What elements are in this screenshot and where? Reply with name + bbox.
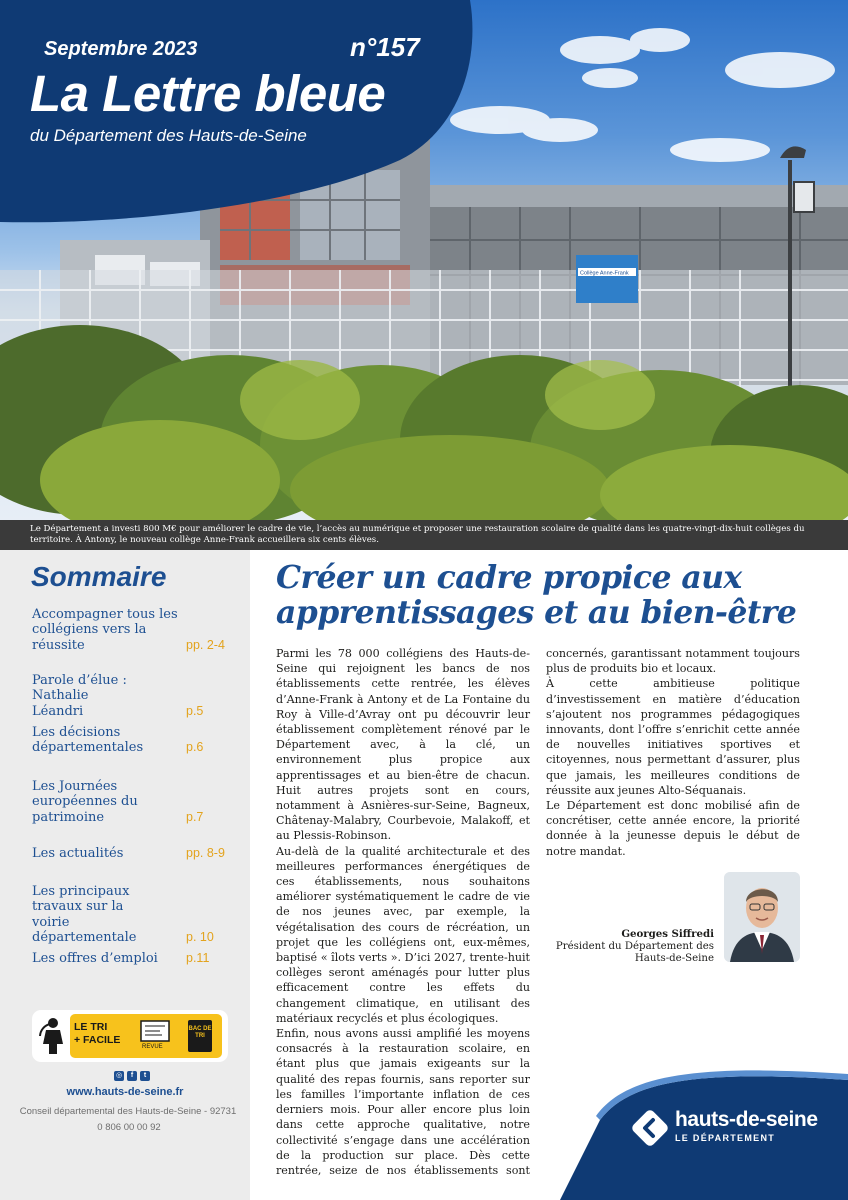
recycling-person-icon xyxy=(36,1016,70,1056)
tri-line2: + FACILE xyxy=(74,1034,121,1046)
logo-name: hauts-de-seine xyxy=(675,1108,818,1131)
tri-facile-badge xyxy=(32,1010,228,1062)
sommaire-item-page: pp. 2-4 xyxy=(186,637,225,652)
website-link[interactable]: www.hauts-de-seine.fr xyxy=(66,1086,184,1098)
hauts-de-seine-logo xyxy=(675,1108,818,1143)
contact-address: Conseil départemental des Hauts-de-Seine - 92731 xyxy=(19,1106,237,1117)
signature-name: Georges Siffredi xyxy=(621,928,714,940)
facebook-icon[interactable]: f xyxy=(127,1071,137,1081)
sommaire-item[interactable] xyxy=(32,607,227,653)
article-paragraph: concernés, garantissant notamment toujours plus de produits bio et locaux. xyxy=(546,647,800,676)
signature-role: Président du Département des Hauts-de-Seine xyxy=(555,941,714,964)
sommaire-item-label: Les principaux travaux sur la voirie départementale xyxy=(32,884,137,945)
sommaire-item-page: p.5 xyxy=(186,703,204,718)
sommaire-item[interactable] xyxy=(32,725,227,756)
editorial-headline xyxy=(276,560,796,630)
newsletter-subtitle: du Département des Hauts-de-Seine xyxy=(30,126,307,145)
tri-revue-label: REVUE xyxy=(142,1044,163,1050)
sommaire-item[interactable] xyxy=(32,846,227,861)
sommaire-item-label: Les décisions départementales xyxy=(32,725,144,756)
hauts-de-seine-logo-icon xyxy=(630,1108,670,1148)
sommaire-item-label: Les actualités xyxy=(32,846,124,861)
instagram-icon[interactable]: ◎ xyxy=(115,1072,123,1079)
social-links xyxy=(114,1071,150,1081)
author-portrait xyxy=(724,872,800,962)
article-paragraph: Le Département est donc mobilisé afin de concrétiser, cette année encore, la priorité donnée à la jeunesse depuis le début de notre mandat. xyxy=(546,799,800,858)
building-sign-text: Collège Anne-Frank xyxy=(580,270,629,277)
sommaire-item-label: Parole d’élue : Nathalie Léandri xyxy=(32,673,127,719)
newsletter-title: La Lettre bleue xyxy=(30,65,386,122)
article-paragraph: À cette ambitieuse politique d’investissement en matière d’éducation s’ajoutent nos programmes pédagogiques innovants, dont l’offre s’enrichit cette année de nouvelles initiatives sportives et citoyennes, nous permettant d’assurer, plus que jamais, les meilleures conditions de réussite aux jeunes Alto-Séquanais. xyxy=(546,677,800,797)
sommaire-sidebar xyxy=(0,550,250,1200)
article-column-1 xyxy=(276,646,530,1178)
magazine-icon xyxy=(140,1020,170,1044)
issue-date: Septembre 2023 xyxy=(44,38,198,60)
sommaire-item-page: p.11 xyxy=(186,951,210,965)
sommaire-item-page: pp. 8-9 xyxy=(186,846,225,860)
tri-line1: LE TRI xyxy=(74,1021,108,1033)
headline-line: Créer un cadre propice aux xyxy=(276,559,742,596)
article-paragraph: Au-delà de la qualité architecturale et des meilleures performances énergétiques de ces établissements, nous souhaitons améliorer systématiquement le cadre de vie de nos jeunes avec, par exemple, la végétalisation des cours de récréation, un projet que les collégiens ont, eux-mêmes, baptisé « îlots verts ». D’ici 2027, trente-huit collèges seront aménagés pour lutter plus efficacement contre les effets du changement climatique, en utilisant des matériaux recyclés et plus écologiques. xyxy=(276,844,530,1025)
sommaire-item-page: p. 10 xyxy=(186,929,214,944)
contact-phone: 0 806 00 00 92 xyxy=(97,1122,161,1133)
sommaire-item-label: Accompagner tous les collégiens vers la réussite xyxy=(32,607,178,653)
twitter-icon[interactable]: t xyxy=(140,1071,150,1081)
article-column-2 xyxy=(546,646,800,859)
sommaire-item-page: p.7 xyxy=(186,809,204,824)
sommaire-item[interactable] xyxy=(32,884,227,945)
issue-number: n°157 xyxy=(350,32,420,62)
article-paragraph: Enfin, nous avons aussi amplifié les moyens consacrés à la restauration scolaire, en étant plus que jamais exigeants sur la qualité des repas fournis, sans reporter sur les familles l’importante inflation de ces derniers mois. Pour aller encore plus loin dans cette approche qualitative, notre collectivité s’engage dans une accélération de la production sur place. Dès cette rentrée, seize de nos établissements sont xyxy=(276,1027,530,1177)
sommaire-item[interactable] xyxy=(32,779,227,825)
portrait-illustration xyxy=(724,872,800,962)
sommaire-item-page: p.6 xyxy=(186,740,204,755)
cover-photo xyxy=(0,0,848,520)
photo-caption: Le Département a investi 800 M€ pour améliorer le cadre de vie, l’accès au numérique et proposer une restauration scolaire de qualité dans les quatre-vingt-dix-huit collèges du territoire. À Antony, le nouveau collège Anne-Frank accueillera six cents élèves. xyxy=(0,520,848,550)
sommaire-item-label: Les offres d’emploi xyxy=(32,951,158,966)
sommaire-item[interactable] xyxy=(32,951,227,966)
sommaire-item-label: Les Journées européennes du patrimoine xyxy=(32,779,138,825)
headline-line: apprentissages et au bien-être xyxy=(276,594,797,631)
sommaire-item[interactable] xyxy=(32,673,227,719)
article-paragraph: Parmi les 78 000 collégiens des Hauts-de-Seine qui rejoignent les bancs de nos établissements cette rentrée, les élèves d’Anne-Frank à Antony et de La Fontaine du Roy à Ville-d’Avray ont pu découvrir leur établissement complètement rénové par le Département avec, à la clé, un environnement plus propice aux apprentissages et au bien-être de chacun. Huit autres projets sont en cours, notamment à Asnières-sur-Seine, Bagneux, Châtenay-Malabry, Courbevoie, Malakoff, et au Plessis-Robinson. xyxy=(276,647,530,843)
logo-subtitle: LE DÉPARTEMENT xyxy=(675,1133,776,1143)
recycling-bin-icon: BAC DE TRI xyxy=(188,1020,212,1052)
sommaire-title: Sommaire xyxy=(31,561,167,592)
